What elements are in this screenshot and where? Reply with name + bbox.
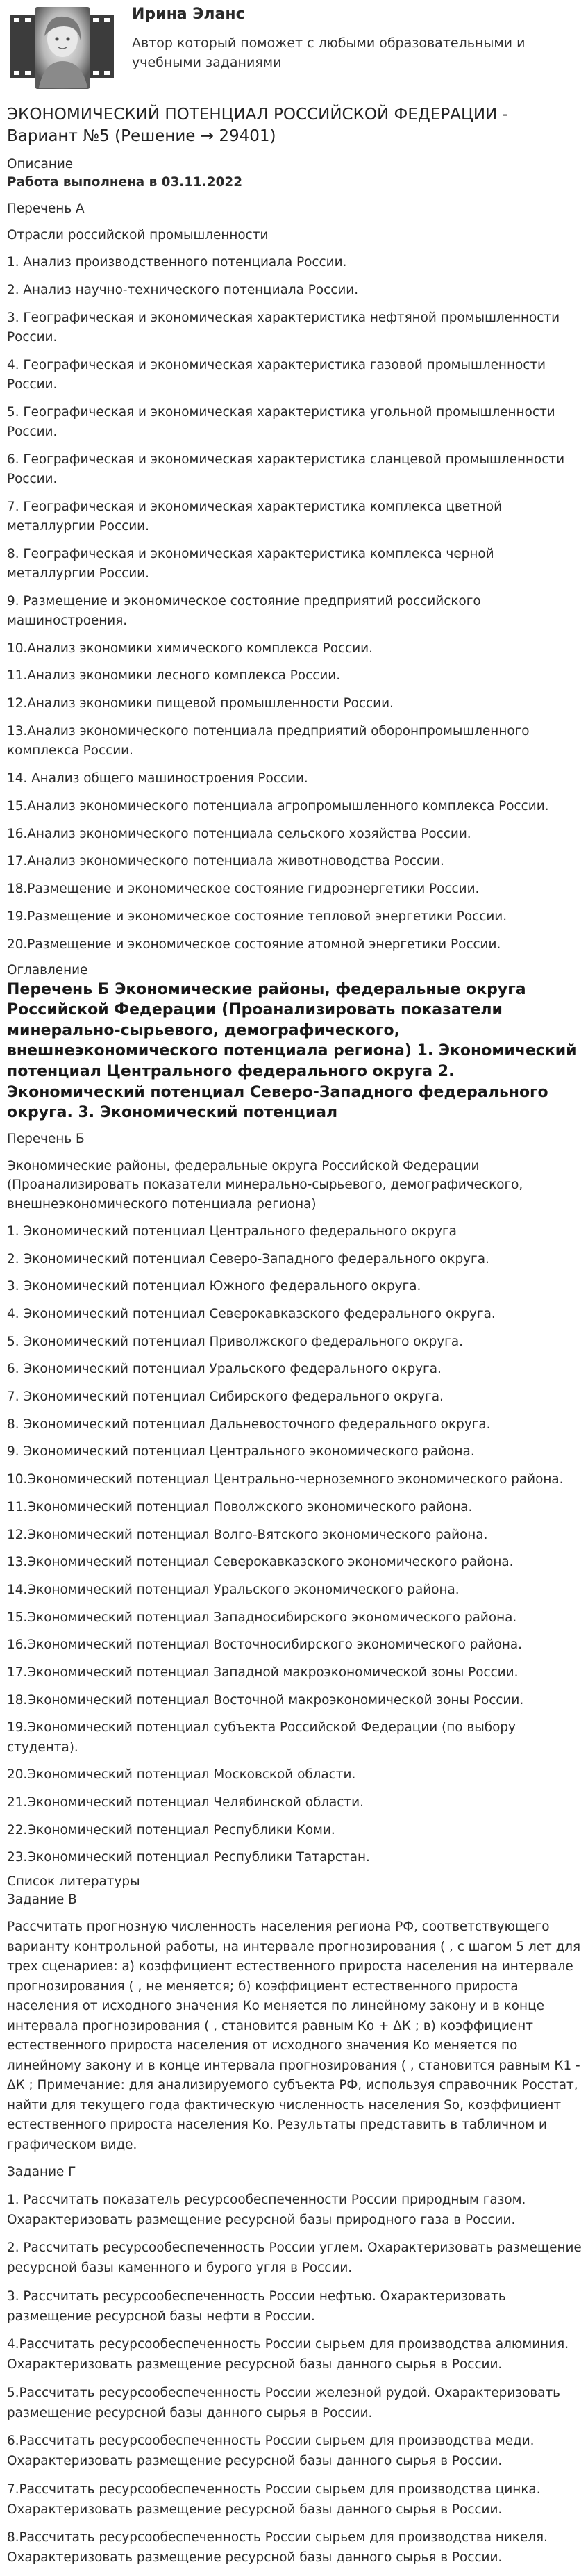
document-body xyxy=(7,156,582,2576)
list-item: 6. Географическая и экономическая характеристика сланцевой промышленности России. xyxy=(7,452,565,486)
list-item: 3. Экономический потенциал Южного федерального округа. xyxy=(7,1279,421,1294)
list-item: 7.Рассчитать ресурсообеспеченность России сырьем для производства цинка. Охарактеризовать размещение ресурсной базы данного сырья в России. xyxy=(7,2482,541,2517)
list-item: 10.Анализ экономики химического комплекса России. xyxy=(7,641,373,656)
list-item: 3. Географическая и экономическая характеристика нефтяной промышленности России. xyxy=(7,310,560,345)
list-item: 12.Анализ экономики пищевой промышленности России. xyxy=(7,696,394,711)
list-item: 17.Анализ экономического потенциала животноводства России. xyxy=(7,854,444,869)
author-name[interactable]: Ирина Эланс xyxy=(132,6,245,23)
list-item: 22.Экономический потенциал Республики Коми. xyxy=(7,1822,335,1838)
list-item: 8. Географическая и экономическая характеристика комплекса черной металлургии России. xyxy=(7,546,494,581)
list-item: 5.Рассчитать ресурсообеспеченность России железной рудой. Охарактеризовать размещение ресурсной базы данного сырья в России. xyxy=(7,2385,561,2420)
list-item: 5. Экономический потенциал Приволжского федерального округа. xyxy=(7,1334,463,1349)
list-item: 5. Географическая и экономическая характеристика угольной промышленности России. xyxy=(7,404,555,439)
list-item: 13.Анализ экономического потенциала предприятий оборонпромышленного комплекса России. xyxy=(7,723,530,759)
list-item: 14.Экономический потенциал Уральского экономического района. xyxy=(7,1582,460,1597)
list-item: 19.Размещение и экономическое состояние тепловой энергетики России. xyxy=(7,909,507,924)
list-item: 1. Анализ производственного потенциала России. xyxy=(7,255,347,270)
list-item: 11.Экономический потенциал Поволжского экономического района. xyxy=(7,1499,473,1514)
list-item: 3. Рассчитать ресурсообеспеченность России нефтью. Охарактеризовать размещение ресурсной базы нефти в России. xyxy=(7,2288,506,2324)
list-item: 20.Экономический потенциал Московской области. xyxy=(7,1767,356,1783)
list-item: 11.Анализ экономики лесного комплекса России. xyxy=(7,668,341,684)
list-item: 18.Размещение и экономическое состояние гидроэнергетики России. xyxy=(7,882,480,897)
list-item: 20.Размещение и экономическое состояние атомной энергетики России. xyxy=(7,936,501,952)
list-item: 17.Экономический потенциал Западной макроэкономической зоны России. xyxy=(7,1665,519,1681)
list-item: 16.Анализ экономического потенциала сельского хозяйства России. xyxy=(7,826,471,841)
list-item: 18.Экономический потенциал Восточной макроэкономической зоны России. xyxy=(7,1692,524,1708)
author-header xyxy=(0,0,588,97)
description-label: Описание xyxy=(7,157,74,172)
list-b-heading: Перечень Б xyxy=(7,1131,85,1146)
list-item: 23.Экономический потенциал Республики Татарстан. xyxy=(7,1850,370,1865)
task-v-text: Рассчитать прогнозную численность населения региона РФ, соответствующего варианту контрольной работы, на интервале прогнозирования ( , с шагом 5 лет для трех сценариев: а) коэффициент естественного прироста населения на интервале прогнозирования ( , не меняется; б) коэффициент естественного прироста населения от исходного значения Ко меняется по линейному закону и в конце интервала прогнозирования ( , становится равным Ко + ΔК ; в) коэффициент естественного прироста населения от исходного значения Ко меняется по линейному закону и в конце интервала прогнозирования ( , становится равным К1 - ΔК ; Примечание: для анализируемого субъекта РФ, используя справочник Росстат, найти для текущего года фактическую численность населения So, коэффициент естественного прироста населения Ко. Результаты представить в табличном и графическом виде. xyxy=(7,1919,581,2152)
literature-label: Список литературы xyxy=(7,1874,140,1890)
list-item: 9. Размещение и экономическое состояние предприятий российского машиностроения. xyxy=(7,593,481,628)
completed-date: Работа выполнена в 03.11.2022 xyxy=(7,175,242,190)
list-item: 4. Экономический потенциал Северокавказского федерального округа. xyxy=(7,1306,496,1321)
list-item: 1. Экономический потенциал Центрального федерального округа xyxy=(7,1223,457,1239)
list-item: 7. Экономический потенциал Сибирского федерального округа. xyxy=(7,1389,444,1405)
avatar-image xyxy=(10,6,114,90)
page-title: ЭКОНОМИЧЕСКИЙ ПОТЕНЦИАЛ РОССИЙСКОЙ ФЕДЕРАЦИИ - Вариант №5 (Решение → 29401) xyxy=(7,106,508,145)
task-g-heading: Задание Г xyxy=(7,2164,76,2179)
list-item: 13.Экономический потенциал Северокавказского экономического района. xyxy=(7,1555,514,1570)
list-item: 4.Рассчитать ресурсообеспеченность России сырьем для производства алюминия. Охарактеризовать размещение ресурсной базы данного сырья в России. xyxy=(7,2337,569,2372)
list-item: 6. Экономический потенциал Уральского федерального округа. xyxy=(7,1362,442,1377)
list-item: 14. Анализ общего машиностроения России. xyxy=(7,770,308,786)
list-item: 2. Рассчитать ресурсообеспеченность России углем. Охарактеризовать размещение ресурсной базы каменного и бурого угля в России. xyxy=(7,2240,582,2276)
list-item: 4. Географическая и экономическая характеристика газовой промышленности России. xyxy=(7,357,546,392)
list-a-subheading: Отрасли российской промышленности xyxy=(7,228,269,242)
list-item: 7. Географическая и экономическая характеристика комплекса цветной металлургии России. xyxy=(7,499,503,534)
list-item: 8.Рассчитать ресурсообеспеченность России сырьем для производства никеля. Охарактеризовать размещение ресурсной базы данного сырья в России. xyxy=(7,2530,548,2566)
list-item: 8. Экономический потенциал Дальневосточного федерального округа. xyxy=(7,1417,491,1432)
list-item: 15.Экономический потенциал Западносибирского экономического района. xyxy=(7,1610,517,1625)
toc-label: Оглавление xyxy=(7,962,88,977)
list-item: 10.Экономический потенциал Центрально-черноземного экономического района. xyxy=(7,1472,564,1487)
list-b xyxy=(7,1222,582,1868)
list-item: 12.Экономический потенциал Волго-Вятского экономического района. xyxy=(7,1527,488,1542)
list-item: 15.Анализ экономического потенциала агропромышленного комплекса России. xyxy=(7,798,549,814)
list-item: 16.Экономический потенциал Восточносибирского экономического района. xyxy=(7,1637,522,1653)
author-description: Автор который поможет с любыми образовательными и учебными заданиями xyxy=(132,35,526,70)
list-b-subheading: Экономические районы, федеральные округа Российской Федерации (Проанализировать показатели минерально-сырьевого, демографического, внешнеэкономического потенциала региона) xyxy=(7,1158,523,1212)
list-item: 19.Экономический потенциал субъекта Российской Федерации (по выбору студента). xyxy=(7,1720,516,1755)
list-item: 1. Рассчитать показатель ресурсообеспеченности России природным газом. Охарактеризовать размещение ресурсной базы природного газа в России. xyxy=(7,2192,526,2227)
list-item: 6.Рассчитать ресурсообеспеченность России сырьем для производства меди. Охарактеризовать размещение ресурсной базы данного сырья в России. xyxy=(7,2434,535,2469)
list-item: 2. Анализ научно-технического потенциала России. xyxy=(7,282,359,297)
task-g-list xyxy=(7,2190,582,2568)
author-avatar[interactable] xyxy=(10,6,114,90)
list-a-heading: Перечень А xyxy=(7,201,85,216)
list-item: 2. Экономический потенциал Северо-Западного федерального округа. xyxy=(7,1251,489,1266)
toc-text: Перечень Б Экономические районы, федеральные округа Российской Федерации (Проанализировать показатели минерально-сырьевого, демографического, внешнеэкономического потенциала региона) 1. Экономический потенциал Центрального федерального округа 2. Экономический потенциал Северо-Западного федерального округа. 3. Экономический потенциал xyxy=(7,980,577,1122)
list-item: 9. Экономический потенциал Центрального экономического района. xyxy=(7,1444,475,1460)
task-v-heading: Задание В xyxy=(7,1892,77,1908)
list-item: 21.Экономический потенциал Челябинской области. xyxy=(7,1795,364,1810)
list-a xyxy=(7,253,582,955)
